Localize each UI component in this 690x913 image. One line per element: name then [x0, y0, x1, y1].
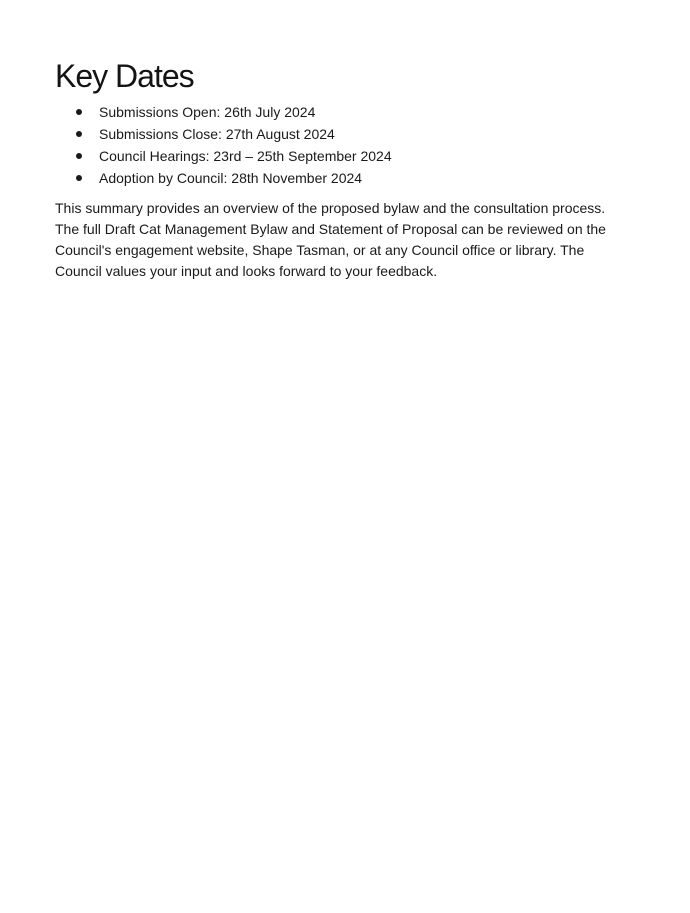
summary-paragraph: This summary provides an overview of the proposed bylaw and the consultation process. The full Draft Cat Management Bylaw and Statement of Proposal can be reviewed on the Council's engagement website, Shape Tasman, or at any Council office or library. The Council values your input and looks forward to your feedback.: [55, 200, 606, 279]
bullet-icon: [76, 175, 82, 181]
date-text: Submissions Close: 27th August 2024: [99, 126, 335, 142]
list-item: [55, 167, 635, 189]
date-text: Adoption by Council: 28th November 2024: [99, 170, 363, 186]
key-dates-list: [55, 101, 635, 189]
bullet-icon: [76, 109, 82, 115]
bullet-icon: [76, 153, 82, 159]
bullet-icon: [76, 131, 82, 137]
date-text: Submissions Open: 26th July 2024: [99, 104, 316, 120]
list-item: [55, 123, 635, 145]
list-item: [55, 145, 635, 167]
section-heading: Key Dates: [55, 58, 194, 94]
date-text: Council Hearings: 23rd – 25th September 2024: [99, 148, 392, 164]
document-page: [55, 56, 635, 282]
list-item: [55, 101, 635, 123]
